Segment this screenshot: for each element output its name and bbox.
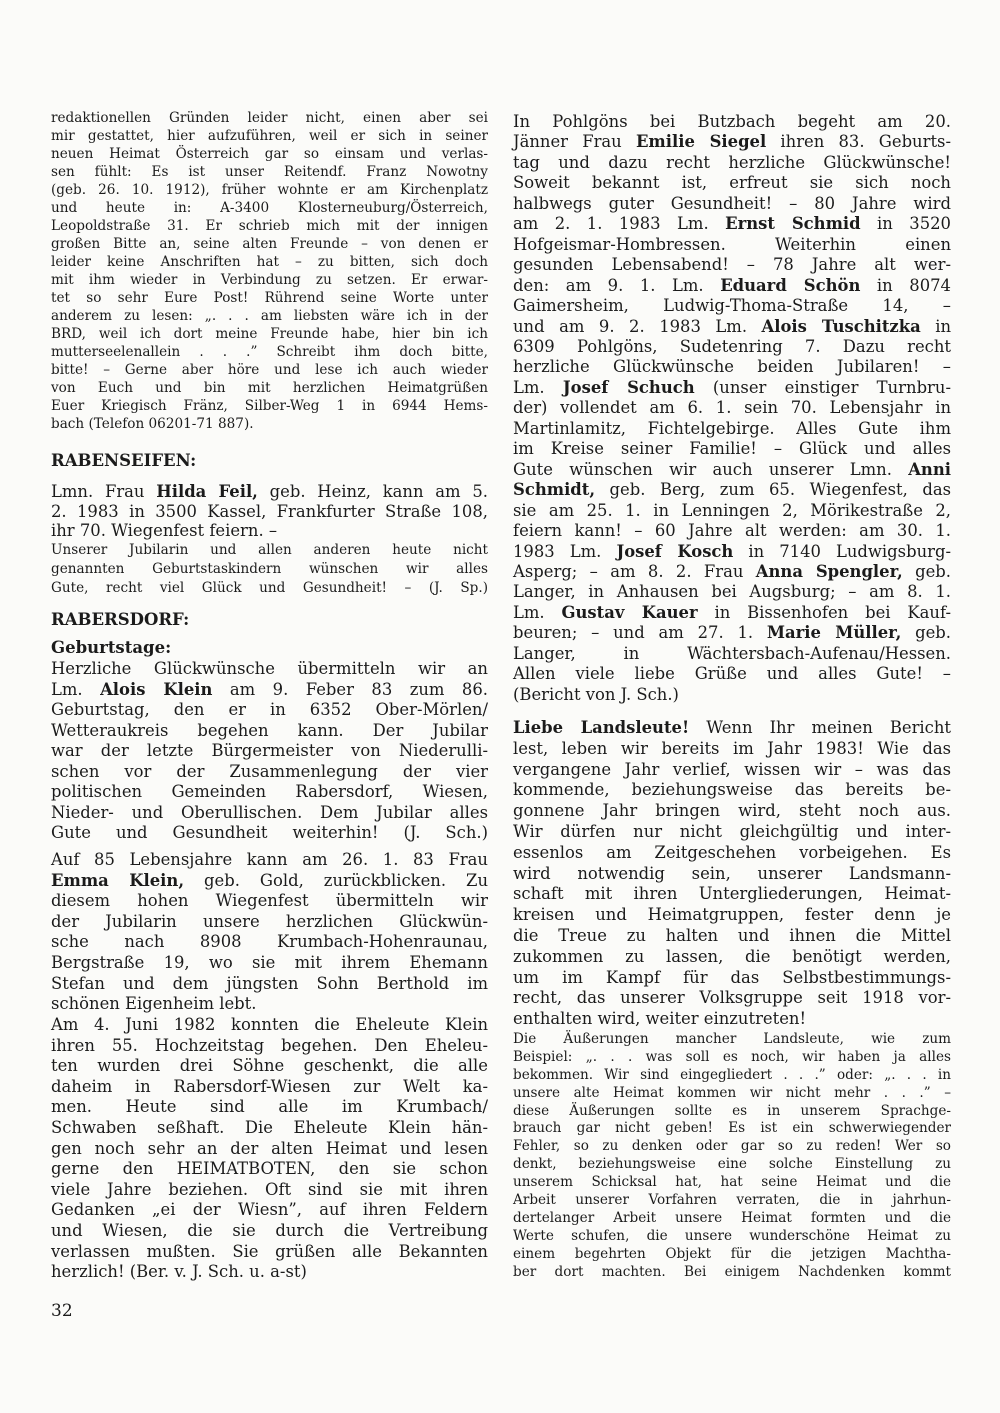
text-segment: Lmn. Frau bbox=[51, 482, 157, 501]
paragraph-pohlgoens-birthdays bbox=[513, 112, 951, 705]
text-segment: Wenn Ihr meinen Bericht bbox=[689, 718, 951, 737]
paragraph-liebe-landsleute bbox=[513, 718, 951, 1030]
text-line bbox=[513, 739, 951, 760]
text-segment: Allen viele liebe Grüße und alles Gute! – bbox=[513, 664, 951, 684]
text-segment: redaktionellen Gründen leider nicht, einen aber sei bbox=[51, 110, 488, 126]
text-segment: Gute und Gesundheit weiterhin! (J. Sch.) bbox=[51, 823, 488, 842]
text-line bbox=[51, 1056, 488, 1077]
text-segment: Hofgeismar-Hombressen. Weiterhin einen bbox=[513, 234, 951, 254]
text-segment: bitte! – Gerne aber höre und lese ich auch wieder bbox=[51, 362, 488, 378]
text-segment: gesunden Lebensabend! – 78 Jahre alt wer- bbox=[513, 255, 951, 275]
text-line bbox=[513, 843, 951, 864]
bold-name: Liebe Landsleute! bbox=[513, 718, 690, 737]
text-segment: Werte schufen, die unsere wunderschöne Heimat zu bbox=[513, 1227, 951, 1244]
text-segment: geb. Heinz, kann am 5. bbox=[257, 482, 488, 501]
text-line bbox=[51, 659, 488, 680]
text-line bbox=[513, 926, 951, 947]
text-segment: der) vollendet am 6. 1. sein 70. Lebensjahr in bbox=[513, 398, 951, 418]
text-line bbox=[51, 850, 488, 871]
text-line bbox=[51, 871, 488, 892]
text-line bbox=[513, 235, 951, 255]
text-segment: in bbox=[920, 316, 952, 336]
bold-name: Emma Klein, bbox=[51, 870, 185, 890]
text-segment: sie am 25. 1. in Lenningen 2, Mörikestraße 2, bbox=[513, 500, 951, 520]
text-line bbox=[513, 644, 951, 664]
text-line bbox=[51, 1036, 488, 1057]
text-segment: und heute in: A-3400 Klosterneuburg/Österreich, bbox=[51, 200, 488, 216]
text-segment: bach (Telefon 06201-71 887). bbox=[51, 416, 254, 432]
text-line bbox=[51, 235, 488, 253]
text-segment: in Bissenhofen bei Kauf- bbox=[697, 602, 951, 622]
text-line bbox=[51, 541, 488, 560]
text-line bbox=[51, 343, 488, 361]
text-segment: gen noch sehr an der alten Heimat und lesen bbox=[51, 1138, 488, 1158]
text-segment: mir gestattet, hier aufzuführen, weil er sich in seiner bbox=[51, 128, 488, 144]
text-line bbox=[51, 721, 488, 742]
text-line bbox=[513, 153, 951, 173]
text-segment: von Euch und bin mit herzlichen Heimatgrüßen bbox=[51, 380, 488, 396]
text-segment: (Bericht von J. Sch.) bbox=[513, 684, 679, 704]
bold-name: Anna Spengler, bbox=[755, 561, 903, 581]
text-line bbox=[513, 276, 951, 296]
text-line bbox=[513, 439, 951, 459]
text-line bbox=[513, 1009, 951, 1030]
text-segment: schen vor der Zusammenlegung der vier bbox=[51, 761, 488, 781]
text-line bbox=[513, 501, 951, 521]
text-line bbox=[51, 1221, 488, 1242]
text-segment: in 7140 Ludwigsburg- bbox=[733, 541, 951, 561]
text-line bbox=[51, 891, 488, 912]
text-line bbox=[51, 741, 488, 762]
text-line bbox=[513, 132, 951, 152]
text-line bbox=[513, 317, 951, 337]
text-segment: den: am 9. 1. Lm. bbox=[513, 275, 721, 295]
text-segment: ihren 55. Hochzeitstag begehen. Den Eheleu- bbox=[51, 1035, 488, 1055]
text-line bbox=[51, 181, 488, 199]
text-segment: gerne den HEIMATBOTEN, den sie schon bbox=[51, 1159, 488, 1179]
text-segment: genannten Geburtstaskindern wünschen wir alles bbox=[51, 561, 488, 577]
text-segment: Am 4. Juni 1982 konnten die Eheleute Klein bbox=[51, 1015, 488, 1034]
text-line bbox=[51, 579, 488, 598]
text-segment: Gute wünschen wir auch unserer Lmn. bbox=[513, 459, 909, 479]
text-line bbox=[513, 460, 951, 480]
text-segment: Geburtstag, den er in 6352 Ober-Mörlen/ bbox=[51, 700, 488, 719]
text-segment: neuen Heimat Österreich gar so einsam und verlas- bbox=[51, 146, 488, 162]
text-segment: men. Heute sind alle im Krumbach/ bbox=[51, 1097, 488, 1117]
text-line bbox=[51, 560, 488, 579]
page-number: 32 bbox=[51, 1301, 73, 1321]
text-segment: BRD, weil ich dort meine Freunde habe, hier bin ich bbox=[51, 326, 488, 342]
text-segment: der Jubilarin unsere herzlichen Glückwün- bbox=[51, 911, 488, 931]
text-segment: Schwaben seßhaft. Die Eheleute Klein hän- bbox=[51, 1117, 488, 1137]
text-segment: gonnene Jahr bringen wird, steht noch aus. bbox=[513, 801, 951, 821]
text-segment: kommende, beziehungsweise das bereits be- bbox=[513, 780, 951, 800]
text-segment: politischen Gemeinden Rabersdorf, Wiesen, bbox=[51, 782, 488, 801]
text-segment: geb. bbox=[902, 561, 951, 581]
text-segment: am 2. 1. 1983 Lm. bbox=[513, 214, 726, 234]
text-segment: einem begehrten Objekt für die jetzigen Machtha- bbox=[513, 1245, 951, 1262]
text-line bbox=[513, 1246, 951, 1264]
text-segment: in 3520 bbox=[860, 214, 951, 234]
bold-name: Emilie Siegel bbox=[635, 132, 767, 152]
text-segment: herzliche Glückwünsche beiden Jubilaren! – bbox=[513, 357, 951, 377]
text-line bbox=[51, 145, 488, 163]
text-segment: mit ihm wieder in Verbindung zu setzen. Er erwar- bbox=[51, 272, 488, 288]
text-line bbox=[513, 112, 951, 132]
text-line bbox=[513, 419, 951, 439]
paragraph-emma-klein bbox=[51, 850, 488, 1015]
text-line bbox=[513, 968, 951, 989]
text-segment: um im Kampf für das Selbstbestimmungs- bbox=[513, 967, 951, 987]
text-line bbox=[51, 415, 488, 433]
text-line bbox=[51, 325, 488, 343]
text-segment: tag und dazu recht herzliche Glückwünsche! bbox=[513, 152, 951, 172]
text-line bbox=[513, 1031, 951, 1049]
text-segment: tet so sehr Eure Post! Rührend seine Worte unter bbox=[51, 290, 488, 306]
text-segment: unserem Schicksal hat, hat seine Heimat und die bbox=[513, 1174, 951, 1191]
text-line bbox=[513, 801, 951, 822]
text-segment: verlassen mußten. Sie grüßen alle Bekannten bbox=[51, 1241, 488, 1261]
text-line bbox=[513, 1067, 951, 1085]
text-line bbox=[51, 1139, 488, 1160]
text-line bbox=[513, 1120, 951, 1138]
text-segment: geb. Berg, zum 65. Wiegenfest, das bbox=[595, 480, 951, 500]
text-line bbox=[51, 912, 488, 933]
text-segment: Arbeit unserer Vorfahren verraten, die in jahrhun- bbox=[513, 1192, 951, 1209]
text-line bbox=[513, 947, 951, 968]
text-segment: schönen Eigenheim lebt. bbox=[51, 994, 257, 1014]
text-line bbox=[51, 163, 488, 181]
text-segment: dertelanger Arbeit unsere Heimat formten und die bbox=[513, 1209, 951, 1226]
paragraph-eheleute-klein bbox=[51, 1015, 488, 1283]
paragraph-hilda-feil bbox=[51, 482, 488, 541]
text-segment: Leopoldstraße 31. Er schrieb mich mit der innigen bbox=[51, 218, 488, 234]
text-segment: vergangene Jahr verlief, wissen wir – was das bbox=[513, 759, 951, 779]
text-segment: Gedanken „ei der Wiesn”, auf ihren Feldern bbox=[51, 1200, 488, 1220]
text-line bbox=[513, 822, 951, 843]
text-segment: Gute, recht viel Glück und Gesundheit! – (J. Sp.) bbox=[51, 580, 488, 596]
text-line bbox=[51, 803, 488, 824]
text-segment: wird notwendig sein, unserer Landsmann- bbox=[513, 863, 951, 883]
text-line bbox=[513, 337, 951, 357]
text-line bbox=[513, 988, 951, 1009]
section-heading-rabenseifen: RABENSEIFEN: bbox=[51, 451, 197, 470]
text-segment: ten wurden drei Söhne geschenkt, die alle bbox=[51, 1056, 488, 1076]
text-segment: halbwegs guter Gesundheit! – 80 Jahre wird bbox=[513, 193, 951, 213]
text-line bbox=[51, 1097, 488, 1118]
text-segment: Lm. bbox=[51, 679, 101, 699]
text-line bbox=[513, 214, 951, 234]
text-segment: Langer, in Wächtersbach-Aufenau/Hessen. bbox=[513, 643, 951, 663]
text-line bbox=[51, 199, 488, 217]
text-line bbox=[513, 542, 951, 562]
text-line bbox=[51, 397, 488, 415]
text-segment: mutterseelenallein . . .” Schreibt ihm doch bitte, bbox=[51, 344, 488, 360]
text-line bbox=[513, 1228, 951, 1246]
text-line bbox=[513, 864, 951, 885]
text-line bbox=[51, 1118, 488, 1139]
text-segment: essenlos am Zeitgeschehen vorbeigehen. Es bbox=[513, 842, 951, 862]
text-segment: ber dort machten. Bei einigem Nachdenken kommt bbox=[513, 1263, 951, 1280]
text-segment: kreisen und Heimatgruppen, fester denn je bbox=[513, 905, 951, 925]
text-line bbox=[513, 521, 951, 541]
text-line bbox=[513, 1210, 951, 1228]
text-line bbox=[513, 603, 951, 623]
text-segment: diesem hohen Wiegenfest übermitteln wir bbox=[51, 891, 488, 911]
text-line bbox=[51, 700, 488, 721]
text-line bbox=[513, 1156, 951, 1174]
text-segment: lest, leben wir bereits im Jahr 1983! Wie das bbox=[513, 738, 951, 758]
text-segment: geb. Gold, zurückblicken. Zu bbox=[184, 870, 488, 890]
text-segment: Langer, in Anhausen bei Augsburg; – am 8. 1. bbox=[513, 582, 951, 602]
text-segment: (unser einstiger Turnbru- bbox=[694, 377, 951, 397]
text-segment: Asperg; – am 8. 2. Frau bbox=[513, 561, 756, 581]
text-segment: beuren; – und am 27. 1. bbox=[513, 623, 767, 643]
text-line bbox=[513, 718, 951, 739]
text-segment: leider keine Anschriften hat – zu bitten, sich doch bbox=[51, 254, 488, 270]
text-line bbox=[51, 289, 488, 307]
text-segment: Gaimersheim, Ludwig-Thoma-Straße 14, – bbox=[513, 296, 951, 316]
bold-name: Marie Müller, bbox=[766, 623, 902, 643]
text-segment: feiern kann! – 60 Jahre alt werden: am 30. 1. bbox=[513, 521, 951, 541]
text-segment: geb. bbox=[901, 623, 952, 643]
bold-name: Josef Schuch bbox=[562, 377, 695, 397]
text-segment: Wetteraukreis begehen kann. Der Jubilar bbox=[51, 720, 488, 740]
text-line bbox=[513, 623, 951, 643]
text-segment: Bergstraße 19, wo sie mit ihrem Ehemann bbox=[51, 952, 488, 972]
text-segment: zukommen zu lassen, die benötigt werden, bbox=[513, 946, 951, 966]
text-line bbox=[513, 255, 951, 275]
text-line bbox=[51, 361, 488, 379]
text-line bbox=[51, 974, 488, 995]
text-line bbox=[51, 1180, 488, 1201]
text-segment: Auf 85 Lebensjahre kann am 26. 1. 83 Frau bbox=[51, 850, 488, 869]
text-line bbox=[513, 398, 951, 418]
bold-name: Alois Klein bbox=[100, 679, 213, 699]
text-segment: ihr 70. Wiegenfest feiern. – bbox=[51, 521, 278, 540]
text-line bbox=[51, 307, 488, 325]
paragraph-nowotny bbox=[51, 109, 488, 433]
text-line bbox=[51, 109, 488, 127]
text-segment: Soweit bekannt ist, erfreut sie sich noch bbox=[513, 173, 951, 193]
text-line bbox=[513, 905, 951, 926]
bold-name: Anni bbox=[908, 459, 951, 479]
text-line bbox=[51, 680, 488, 701]
text-line bbox=[513, 296, 951, 316]
text-line bbox=[513, 562, 951, 582]
text-segment: herzlich! (Ber. v. J. Sch. u. a-st) bbox=[51, 1262, 307, 1282]
text-segment: war der letzte Bürgermeister von Niederulli- bbox=[51, 741, 488, 760]
text-segment: (geb. 26. 10. 1912), früher wohnte er am Kirchenplatz bbox=[51, 182, 488, 198]
text-line bbox=[51, 1015, 488, 1036]
text-segment: Wir dürfen nur nicht gleichgültig und inter- bbox=[513, 821, 951, 841]
text-segment: im Kreise seiner Familie! – Glück und alles bbox=[513, 439, 951, 459]
text-line bbox=[513, 685, 951, 705]
text-line bbox=[513, 780, 951, 801]
text-line bbox=[513, 357, 951, 377]
text-line bbox=[513, 1192, 951, 1210]
text-line bbox=[51, 994, 488, 1015]
text-segment: enthalten wird, weiter einzutreten! bbox=[513, 1009, 807, 1029]
text-line bbox=[51, 823, 488, 844]
text-line bbox=[513, 480, 951, 500]
text-segment: brauch gar nicht geben! Es ist ein schwerwiegender bbox=[513, 1120, 951, 1137]
text-segment: sche nach 8908 Krumbach-Hohenraunau, bbox=[51, 932, 488, 952]
paragraph-alois-klein bbox=[51, 659, 488, 844]
text-segment: Stefan und dem jüngsten Sohn Berthold im bbox=[51, 973, 488, 993]
text-segment: 1983 Lm. bbox=[513, 541, 617, 561]
text-line bbox=[51, 482, 488, 502]
text-line bbox=[51, 127, 488, 145]
text-segment: Lm. bbox=[513, 377, 563, 397]
text-segment: und Wiesen, die sie durch die Vertreibung bbox=[51, 1220, 488, 1240]
paragraph-jubilarin bbox=[51, 541, 488, 598]
text-line bbox=[513, 1264, 951, 1282]
text-segment: Jänner Frau bbox=[513, 132, 636, 152]
text-line bbox=[51, 1262, 488, 1283]
text-segment: Lm. bbox=[513, 602, 562, 622]
paragraph-aeusserungen bbox=[513, 1031, 951, 1281]
text-segment: recht, das unserer Volksgruppe seit 1918 vor- bbox=[513, 988, 951, 1008]
text-segment: großen Bitte an, seine alten Freunde – von denen er bbox=[51, 236, 488, 252]
text-line bbox=[51, 521, 488, 541]
text-segment: und am 9. 2. 1983 Lm. bbox=[513, 316, 762, 336]
bold-name: Schmidt, bbox=[513, 480, 596, 500]
text-segment: viele Jahre beziehen. Oft sind sie mit ihren bbox=[51, 1179, 488, 1199]
text-line bbox=[513, 1085, 951, 1103]
text-line bbox=[51, 1242, 488, 1263]
text-segment: Fehler, so zu denken oder gar so zu reden! Wer so bbox=[513, 1138, 951, 1155]
text-segment: Euer Kriegisch Fränz, Silber-Weg 1 in 6944 Hems- bbox=[51, 398, 488, 414]
bold-name: Josef Kosch bbox=[616, 541, 734, 561]
text-line bbox=[513, 664, 951, 684]
text-segment: Beispiel: „. . . was soll es noch, wir haben ja alles bbox=[513, 1048, 951, 1065]
bold-name: Ernst Schmid bbox=[725, 214, 861, 234]
text-segment: in 8074 bbox=[860, 275, 951, 295]
text-line bbox=[513, 884, 951, 905]
text-segment: unsere alte Heimat kommen wir nicht mehr . . .” – bbox=[513, 1084, 951, 1101]
text-line bbox=[513, 1103, 951, 1121]
text-segment: anderem zu lesen: „. . . am liebsten wäre ich in der bbox=[51, 308, 488, 324]
text-line bbox=[51, 502, 488, 522]
text-segment: Herzliche Glückwünsche übermitteln wir an bbox=[51, 659, 488, 678]
text-line bbox=[513, 1138, 951, 1156]
text-line bbox=[51, 217, 488, 235]
text-segment: In Pohlgöns bei Butzbach begeht am 20. bbox=[513, 112, 951, 131]
text-segment: am 9. Feber 83 zum 86. bbox=[212, 679, 488, 699]
text-line bbox=[51, 253, 488, 271]
text-line bbox=[513, 1174, 951, 1192]
text-line bbox=[513, 1049, 951, 1067]
text-segment: 6309 Pohlgöns, Sudetenring 7. Dazu recht bbox=[513, 336, 951, 356]
section-heading-rabersdorf: RABERSDORF: bbox=[51, 610, 190, 629]
text-segment: diese Äußerungen sollte es in unserem Sprachge- bbox=[513, 1102, 951, 1119]
text-line bbox=[51, 1200, 488, 1221]
text-line bbox=[51, 953, 488, 974]
text-line bbox=[51, 1159, 488, 1180]
text-segment: Unserer Jubilarin und allen anderen heute nicht bbox=[51, 542, 488, 558]
text-line bbox=[513, 582, 951, 602]
text-segment: ihren 83. Geburts- bbox=[766, 132, 951, 152]
text-line bbox=[51, 932, 488, 953]
text-segment: daheim in Rabersdorf-Wiesen zur Welt ka- bbox=[51, 1076, 488, 1096]
text-line bbox=[51, 1077, 488, 1098]
text-line bbox=[51, 762, 488, 783]
text-line bbox=[513, 378, 951, 398]
text-line bbox=[513, 194, 951, 214]
text-line bbox=[51, 782, 488, 803]
text-segment: schaft mit ihren Untergliederungen, Heimat- bbox=[513, 884, 951, 904]
bold-name: Hilda Feil, bbox=[156, 482, 258, 501]
bold-name: Eduard Schön bbox=[720, 275, 861, 295]
bold-name: Alois Tuschitzka bbox=[761, 316, 921, 336]
text-line bbox=[51, 271, 488, 289]
text-segment: denkt, beziehungsweise eine solche Einstellung zu bbox=[513, 1156, 951, 1173]
subheading-geburtstage: Geburtstage: bbox=[51, 638, 172, 657]
text-segment: 2. 1983 in 3500 Kassel, Frankfurter Straße 108, bbox=[51, 501, 488, 521]
text-line bbox=[51, 379, 488, 397]
text-line bbox=[513, 173, 951, 193]
text-segment: sen fühlt: Es ist unser Reitendf. Franz Nowotny bbox=[51, 164, 488, 180]
text-segment: die Treue zu halten und ihnen die Mittel bbox=[513, 925, 951, 945]
text-segment: Martinlamitz, Fichtelgebirge. Alles Gute ihm bbox=[513, 418, 951, 438]
bold-name: Gustav Kauer bbox=[561, 602, 698, 622]
text-segment: bekommen. Wir sind eingegliedert . . .” oder: „. . . in bbox=[513, 1066, 951, 1083]
text-line bbox=[513, 760, 951, 781]
text-segment: Die Äußerungen mancher Landsleute, wie zum bbox=[513, 1031, 951, 1047]
text-segment: Nieder- und Oberullischen. Dem Jubilar alles bbox=[51, 802, 488, 822]
